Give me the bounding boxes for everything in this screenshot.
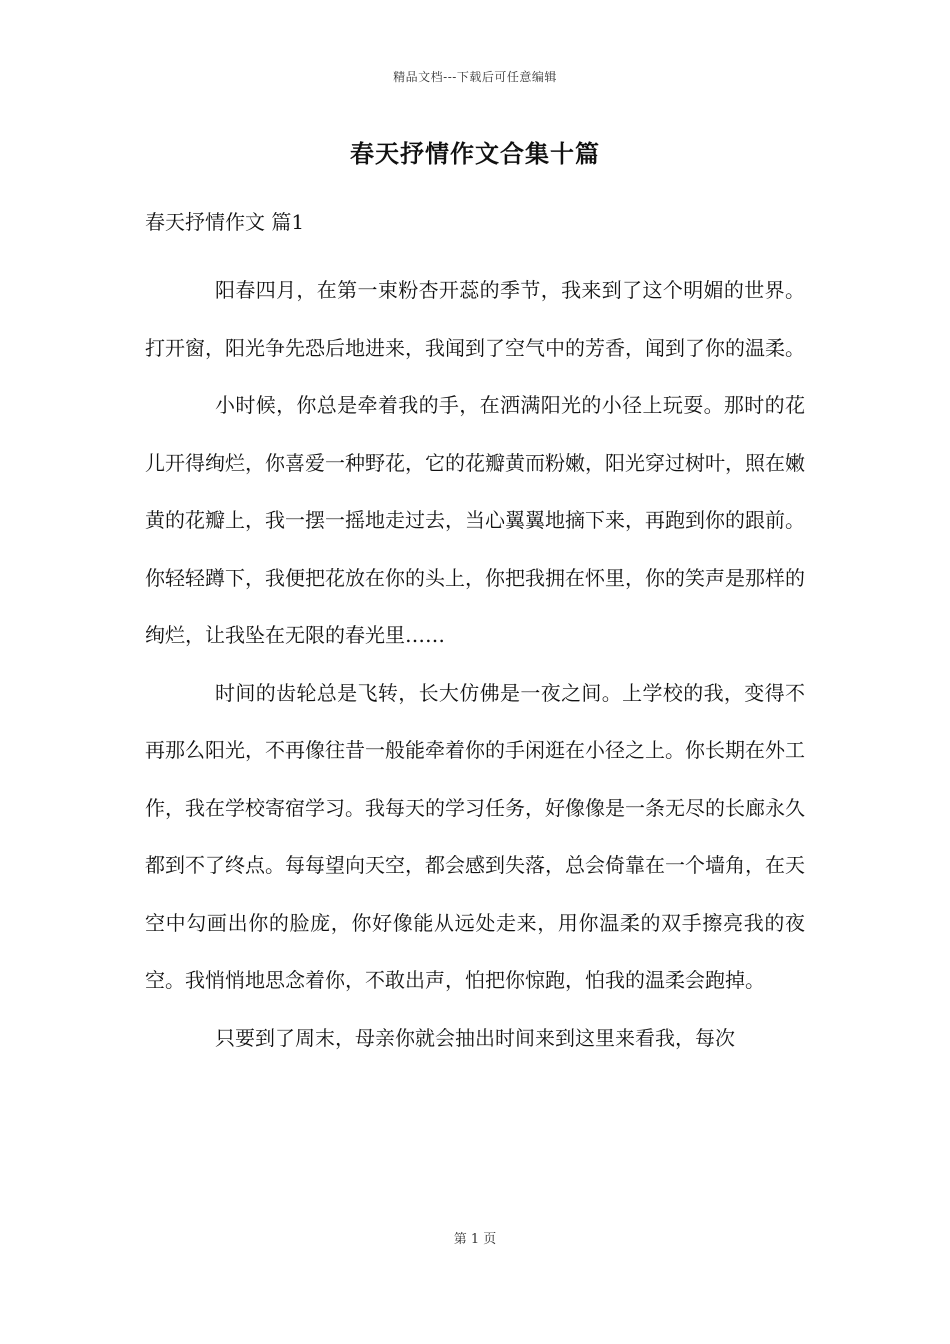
paragraph-4: 只要到了周末，母亲你就会抽出时间来到这里来看我，每次: [215, 1025, 735, 1050]
document-title: 春天抒情作文合集十篇: [350, 139, 600, 168]
page-footer: 第 1 页: [453, 1232, 497, 1247]
page-header: 精品文档---下载后可任意编辑: [393, 70, 557, 84]
paragraph-3: 时间的齿轮总是飞转，长大仿佛是一夜之间。上学校的我，变得不再那么阳光，不再像往昔一般能牵着你的手闲逛在小径之上。你长期在外工作，我在学校寄宿学习。我每天的学习任务，好像像是一条无尽的长廊永久都到不了终点。每每望向天空，都会感到失落，总会倚靠在一个墙角，在天空中勾画出你的脸庞，你好像能从远处走来，用你温柔的双手擦亮我的夜空。我悄悄地思念着你，不敢出声，怕把你惊跑，怕我的温柔会跑掉。: [145, 680, 805, 992]
paragraph-2: 小时候，你总是牵着我的手，在洒满阳光的小径上玩耍。那时的花儿开得绚烂，你喜爱一种野花，它的花瓣黄而粉嫩，阳光穿过树叶，照在嫩黄的花瓣上，我一摆一摇地走过去，当心翼翼地摘下来，再跑到你的跟前。你轻轻蹲下，我便把花放在你的头上，你把我拥在怀里，你的笑声是那样的绚烂，让我坠在无限的春光里……: [145, 393, 805, 647]
paragraph-1: 阳春四月，在第一束粉杏开蕊的季节，我来到了这个明媚的世界。打开窗，阳光争先恐后地进来，我闻到了空气中的芳香，闻到了你的温柔。: [145, 278, 805, 360]
document-body: [145, 262, 805, 1067]
section-heading: 春天抒情作文 篇1: [145, 210, 305, 234]
